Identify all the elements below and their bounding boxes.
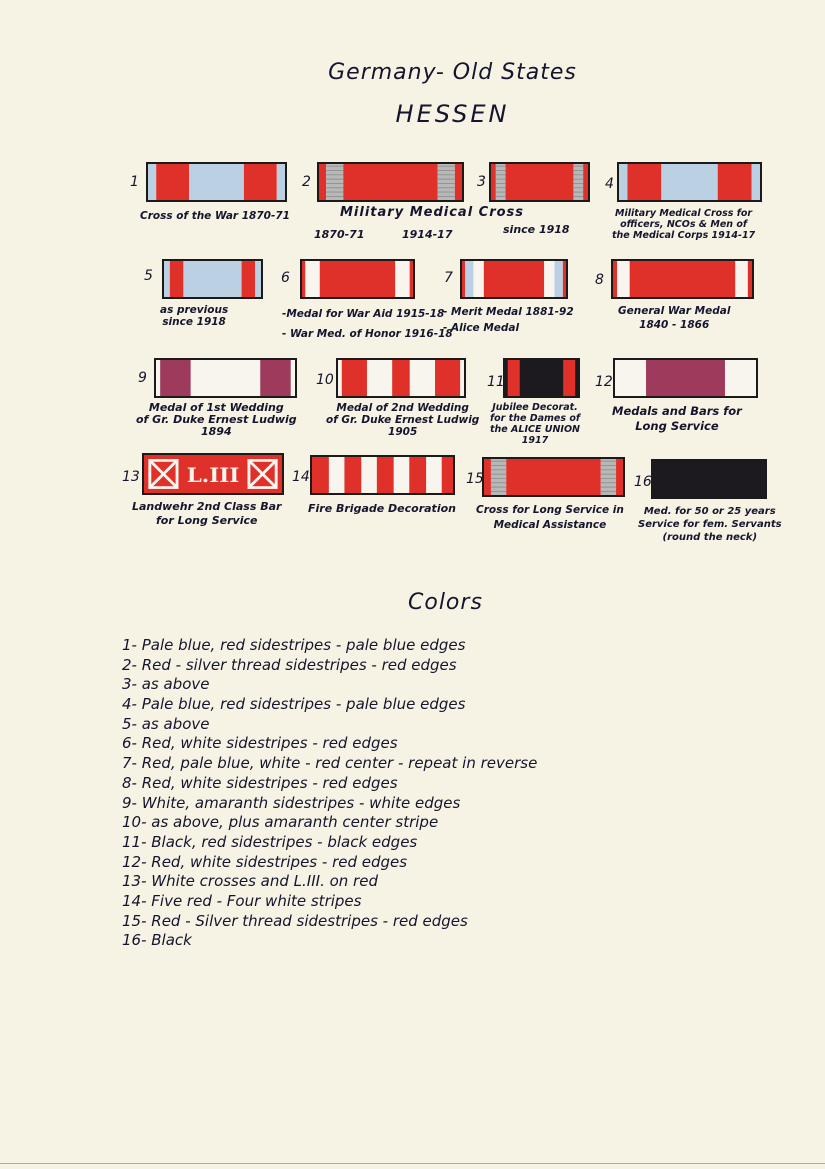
ribbon-number: 4 (605, 176, 614, 192)
ribbon-stripe-red (435, 360, 460, 396)
ribbon-stripe-white (460, 360, 464, 396)
ribbon-caption-date: since 1918 (503, 223, 570, 236)
ribbon-12 (613, 358, 758, 398)
color-entry: 2- Red - silver thread sidestripes - red edges (122, 655, 457, 674)
ribbon-4 (617, 162, 762, 202)
color-entry: 12- Red, white sidestripes - red edges (122, 852, 408, 871)
ribbon-stripe-white (291, 360, 295, 396)
ribbon-stripe-white (367, 360, 392, 396)
ribbon-stripe-red (377, 457, 394, 493)
color-entry: 5- as above (122, 714, 210, 733)
ribbon-stripe-red (410, 261, 413, 297)
ribbon-stripe-black (653, 461, 765, 497)
ribbon-stripe-red (484, 261, 544, 297)
ribbon-number: 13 (122, 469, 140, 485)
ribbon-caption-date: 1914-17 (402, 228, 453, 241)
ribbon-stripe-paleblue (752, 164, 760, 200)
ribbon-stripe-red (242, 261, 256, 297)
ribbon-stripe-red (170, 261, 184, 297)
ribbon-stripe-red (563, 261, 566, 297)
ribbon-number: 9 (138, 370, 147, 386)
ribbon-stripe-silver (573, 164, 583, 200)
color-entry: 6- Red, white sidestripes - red edges (122, 734, 398, 753)
color-entry: 1- Pale blue, red sidestripes - pale blue edges (122, 636, 466, 654)
ribbon-stripe-red (320, 261, 395, 297)
ribbon-stripe-red (630, 261, 736, 297)
ribbon-6 (300, 259, 415, 299)
ribbon-11 (503, 358, 580, 398)
color-entry: 7- Red, pale blue, white - red center - repeat in reverse (122, 754, 538, 773)
ribbon-8 (611, 259, 754, 299)
ribbon-stripe-white (615, 360, 646, 396)
ribbon-stripe-red (718, 164, 752, 200)
ribbon-caption: Medal of 2nd Wedding of Gr. Duke Ernest Ludwig 1905 (326, 402, 480, 438)
ribbon-stripe-red (748, 261, 752, 297)
ribbon-stripe-red (344, 457, 361, 493)
ribbon-caption: Medals and Bars for Long Service (612, 404, 742, 433)
ribbon-caption: Military Medical Cross (340, 205, 525, 220)
ribbon-stripe-amaranth (160, 360, 191, 396)
ribbon-5 (162, 259, 263, 299)
ribbon-stripe-paleblue (277, 164, 285, 200)
ribbon-3 (489, 162, 590, 202)
color-entry: 16- Black (122, 931, 192, 950)
ribbon-caption: Med. for 50 or 25 years Service for fem. Servants (round the neck) (638, 506, 782, 543)
ribbon-stripe-black (575, 360, 578, 396)
ribbon-stripe-black (520, 360, 564, 396)
color-entry: 9- White, amaranth sidestripes - white edges (122, 793, 461, 812)
color-entry: 3- as above (122, 675, 210, 694)
ribbon-stripe-red (302, 261, 305, 297)
colors-list (122, 636, 537, 951)
ribbon-caption: Cross of the War 1870-71 (140, 210, 290, 222)
ribbon-stripe-red (156, 164, 189, 200)
ribbon-caption-date: 1870-71 (314, 228, 365, 241)
ribbon-stripe-red (506, 164, 574, 200)
color-entry: 10- as above, plus amaranth center stripe (122, 813, 439, 832)
ribbon-stripe-white (473, 261, 483, 297)
ribbon-16 (651, 459, 767, 499)
ribbon-stripe-white (395, 261, 409, 297)
page-subtitle: HESSEN (395, 100, 510, 128)
ribbon-stripe-paleblue (148, 164, 156, 200)
ribbon-number: 8 (595, 272, 604, 288)
ribbon-caption: Medal of 1st Wedding of Gr. Duke Ernest Ludwig 1894 (136, 401, 297, 438)
ribbon-stripe-white (725, 360, 756, 396)
ribbon-15 (482, 457, 625, 497)
ribbon-stripe-white (394, 457, 410, 493)
ribbon-stripe-red (244, 164, 277, 200)
ribbon-stripe-paleblue (183, 261, 241, 297)
ribbon-stripe-paleblue (619, 164, 627, 200)
ribbon-1 (146, 162, 287, 202)
color-entry: 11- Black, red sidestripes - black edges (122, 832, 418, 851)
ribbon-stripe-silver (326, 164, 343, 200)
ribbon-stripe-paleblue (164, 261, 170, 297)
ribbon-stripe-red (613, 261, 617, 297)
ribbon-stripe-red (312, 457, 329, 493)
ribbon-stripe-white (426, 457, 442, 493)
ribbon-7 (460, 259, 568, 299)
ribbon-number: 5 (144, 268, 153, 284)
ribbon-10 (336, 358, 466, 398)
ribbon-stripe-red (484, 459, 491, 495)
color-entry: 15- Red - Silver thread sidestripes - red edges (122, 911, 468, 930)
ribbon-stripe-silver (438, 164, 455, 200)
ribbon-stripe-silver (496, 164, 506, 200)
color-entry: 14- Five red - Four white stripes (122, 891, 362, 910)
ribbon-number: 2 (302, 174, 311, 190)
ribbon-stripe-white (338, 360, 342, 396)
ribbon-stripe-paleblue (255, 261, 261, 297)
ribbon-caption: - Merit Medal 1881-92 - Alice Medal (443, 306, 574, 334)
ribbon-stripe-red (342, 360, 367, 396)
ribbon-caption: Landwehr 2nd Class Bar for Long Service (132, 500, 282, 527)
ribbon-number: 12 (595, 374, 613, 390)
ribbon-9 (154, 358, 297, 398)
ribbon-stripe-silver (601, 459, 616, 495)
ribbon-stripe-white (544, 261, 554, 297)
ribbon-stripe-white (329, 457, 345, 493)
ribbon-stripe-black (505, 360, 508, 396)
ribbon-caption: General War Medal 1840 - 1866 (618, 305, 731, 331)
ribbon-stripe-paleblue (661, 164, 717, 200)
ribbon-13-crosses (144, 455, 282, 493)
ribbon-number: 7 (444, 270, 453, 286)
ribbon-stripe-red (442, 457, 453, 493)
ribbon-14 (310, 455, 455, 495)
ribbon-stripe-red (392, 360, 410, 396)
ribbon-13 (142, 453, 284, 495)
ribbon-caption: Jubilee Decorat. for the Dames of the ALICE UNION 1917 (490, 402, 580, 446)
ribbon-caption: Military Medical Cross for officers, NCOs & Men of the Medical Corps 1914-17 (612, 208, 756, 241)
ribbon-number: 14 (292, 469, 310, 485)
page-title: Germany- Old States (328, 60, 577, 85)
ribbon-stripe-paleblue (555, 261, 563, 297)
ribbon-number: 1 (130, 174, 139, 190)
color-entry: 13- White crosses and L.III. on red (122, 872, 378, 891)
ribbon-stripe-red (455, 164, 462, 200)
ribbon-stripe-red (319, 164, 326, 200)
ribbon-number: 11 (487, 374, 505, 390)
ribbon-caption: Cross for Long Service in Medical Assistance (476, 504, 624, 531)
ribbon-stripe-red (506, 459, 601, 495)
color-entry: 4- Pale blue, red sidestripes - pale blue edges (122, 695, 466, 714)
ribbon-stripe-red (462, 261, 465, 297)
ribbon-stripe-white (191, 360, 261, 396)
ribbon-stripe-red (616, 459, 623, 495)
ribbon-stripe-white (305, 261, 319, 297)
ribbon-caption: Fire Brigade Decoration (308, 502, 456, 515)
ribbon-number: 10 (316, 372, 334, 388)
ribbon-number: 3 (477, 174, 486, 190)
ribbon-stripe-amaranth (260, 360, 291, 396)
ribbon-stripe-white (156, 360, 160, 396)
ribbon-stripe-white (361, 457, 377, 493)
ribbon-stripe-red (563, 360, 575, 396)
ribbon-stripe-paleblue (465, 261, 473, 297)
color-entry: 8- Red, white sidestripes - red edges (122, 773, 398, 792)
page-edge (0, 1163, 825, 1164)
ribbon-stripe-white (410, 360, 435, 396)
colors-heading: Colors (408, 590, 483, 615)
ribbon-number: 16 (634, 474, 652, 490)
ribbon-stripe-red (627, 164, 661, 200)
ribbon-stripe-white (617, 261, 630, 297)
ribbon-stripe-amaranth (646, 360, 725, 396)
ribbon-stripe-silver (491, 459, 506, 495)
ribbon-13-emblem: L.III (186, 463, 240, 487)
ribbon-stripe-red (343, 164, 437, 200)
ribbon-caption: -Medal for War Aid 1915-18 - War Med. of Honor 1916-18 (282, 308, 453, 340)
ribbon-number: 15 (466, 471, 484, 487)
ribbon-stripe-red (491, 164, 496, 200)
ribbon-stripe-red (409, 457, 426, 493)
ribbon-number: 6 (281, 270, 290, 286)
ribbon-caption: as previous since 1918 (160, 304, 229, 328)
ribbon-stripe-red (583, 164, 588, 200)
ribbon-2 (317, 162, 464, 202)
ribbon-stripe-red (508, 360, 520, 396)
ribbon-stripe-white (735, 261, 748, 297)
ribbon-stripe-paleblue (189, 164, 244, 200)
